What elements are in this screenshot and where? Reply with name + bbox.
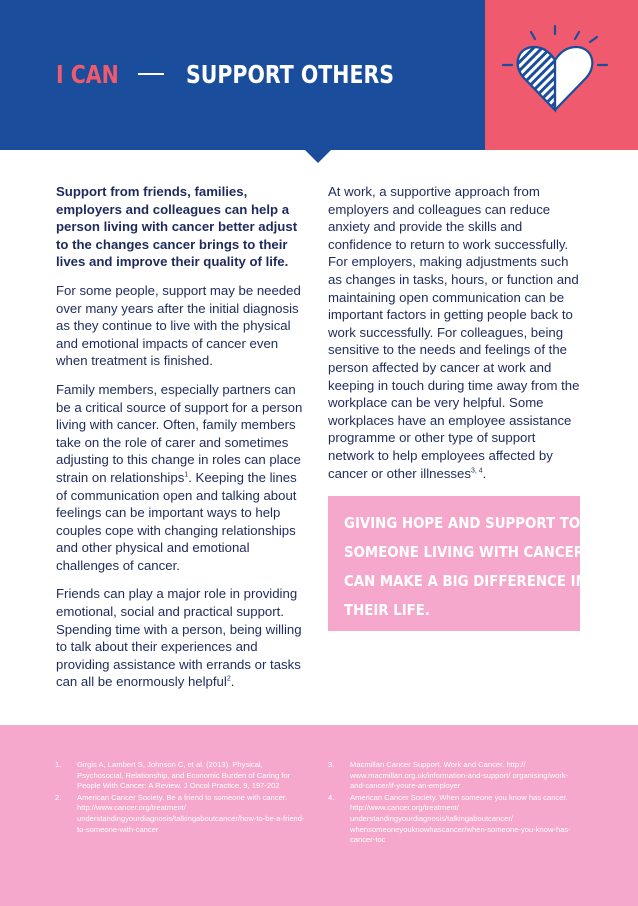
left-column: [56, 183, 306, 702]
page-title: SUPPORT OTHERS: [186, 60, 394, 89]
footnote-marker: 2: [226, 676, 231, 684]
paragraph: For some people, support may be needed over many years after the initial diagnosis as they continue to live with the physical and emotional impacts of cancer even when treatment is finished.: [56, 282, 301, 369]
heart-icon: [500, 20, 610, 130]
reference-number: 3.: [328, 760, 335, 769]
pull-quote-line: CAN MAKE A BIG DIFFERENCE IN: [344, 572, 587, 590]
reference-number: 4.: [328, 792, 335, 802]
header-notch: [305, 150, 331, 163]
reference-number: 1.: [55, 760, 62, 769]
pull-quote-line: GIVING HOPE AND SUPPORT TO: [344, 514, 581, 532]
pull-quote-box: [328, 496, 587, 631]
references-right: [328, 760, 583, 847]
paragraph: Friends can play a major role in providing emotional, social and practical support. Spending time with a person, being willing to talk about their experiences and providing assistance with errands or tasks can all be enormously helpful$^2$.: [56, 586, 302, 690]
right-column: [328, 183, 580, 493]
paragraph: At work, a supportive approach from employers and colleagues can reduce anxiety and provide the skills and confidence to return to work successfully. For employers, making adjustments such as changes in tasks, hours, or function and maintaining open communication can be important factors in getting people back to work successfully. For colleagues, being sensitive to the needs and feelings of the person affected by cancer at work and keeping in touch during time away from the workplace can be very helpful. Some workplaces have an employee assistance programme or other type of support network to help employees affected by cancer or other illnesses$^{3, 4}$.: [328, 184, 580, 481]
lead-paragraph: Support from friends, families, employers and colleagues can help a person living with cancer better adjust to the changes cancer brings to their lives and improve their quality of life.: [56, 184, 298, 270]
reference-item: [328, 760, 583, 792]
pull-quote-line: SOMEONE LIVING WITH CANCER: [344, 543, 584, 561]
references-left: [55, 760, 305, 836]
reference-text: American Cancer Society. Be a friend to someone with cancer. http://www.cancer.org/treatment/ understandingyourdiagnosis/talkingaboutcancer/how-to-be-a-friend-to-someone-with-cancer: [77, 792, 305, 834]
reference-item: [55, 793, 305, 835]
reference-text: Macmillan Cancer Support. Work and Cancer. http:// www.macmillan.org.uk/information-and-support/ organising/work-and-cancer/if-youre-an-employer: [350, 760, 569, 791]
title-prefix: I CAN: [56, 60, 119, 89]
reference-item: [55, 760, 305, 792]
reference-text: American Cancer Society. When someone you know has cancer. http://www.cancer.org/treatment/ understandingyourdiagnosis/talkingaboutcancer/ whensomeoneyouknowhascancer/when-someone-you-know-has-cancer-toc: [350, 792, 571, 845]
footnote-marker: 3, 4: [470, 467, 483, 475]
title-dash: [138, 73, 164, 75]
paragraph: Family members, especially partners can be a critical source of support for a person living with cancer. Often, family members take on the role of carer and sometimes adjusting to this change in roles can place strain on relationships$^1$. Keeping the lines of communication open and talking about feelings can be important ways to help couples cope with changing relationships and other physical and emotional challenges of cancer.: [56, 381, 303, 573]
pull-quote-line: THEIR LIFE.: [344, 601, 430, 619]
reference-number: 2.: [55, 792, 62, 802]
reference-item: [328, 793, 583, 846]
reference-text: Girgis A, Lambert S, Johnson C, et al. (2013). Physical, Psychosocial, Relationship, and Economic Burden of Caring for People With Cancer: A Review. J Oncol Practice, 9, 197-202: [77, 760, 291, 791]
footnote-marker: 1: [184, 471, 189, 479]
